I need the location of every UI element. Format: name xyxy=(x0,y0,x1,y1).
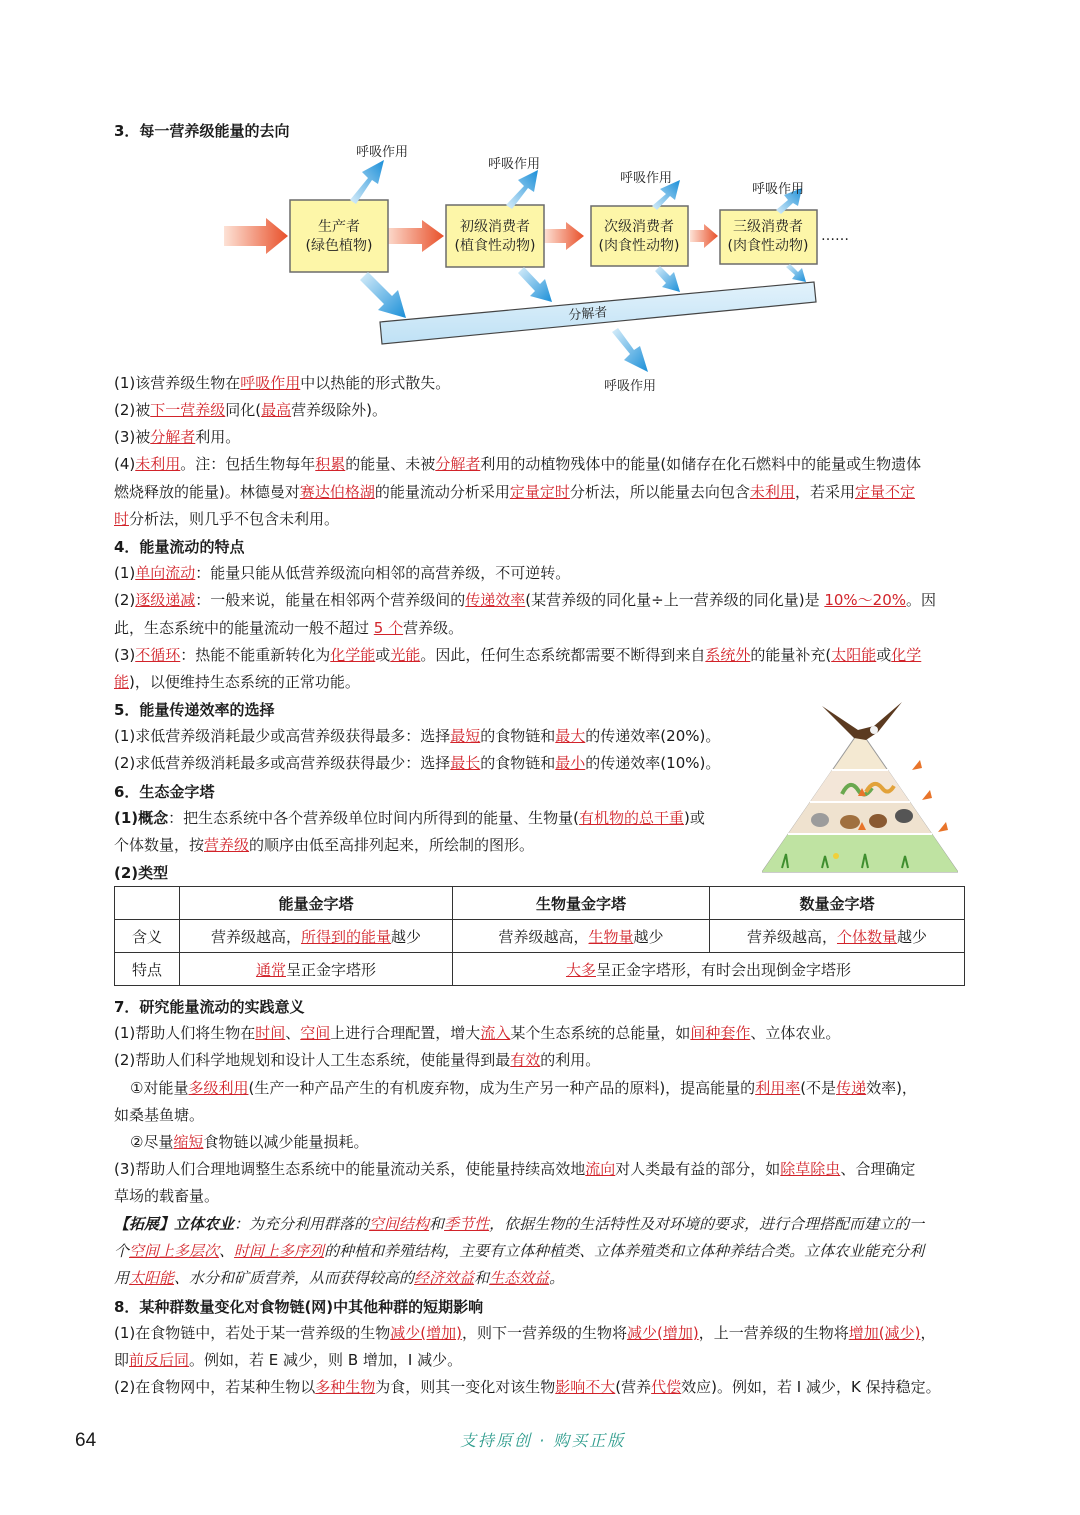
ecological-pyramid-illustration xyxy=(762,696,958,876)
decomposer-label: 分解者 xyxy=(567,305,609,324)
section-4-heading: 4．能量流动的特点 xyxy=(114,538,245,556)
table-header-row: 能量金字塔 生物量金字塔 数量金字塔 xyxy=(115,887,965,920)
s6-concept-b: 个体数量，按营养级的顺序由低至高排列起来，所绘制的图形。 xyxy=(114,836,535,854)
s7-line-5a: (3)帮助人们合理地调整生态系统中的能量流动关系，使能量持续高效地流向对人类最有益的部分，如除草除虫、合理确定 xyxy=(114,1160,916,1178)
s4-line-1: (1)单向流动：能量只能从低营养级流向相邻的高营养级，不可逆转。 xyxy=(114,564,571,582)
s4-line-2b: 此，生态系统中的能量流动一般不超过 5 个营养级。 xyxy=(114,619,464,637)
svg-text:三级消费者: 三级消费者 xyxy=(733,219,803,235)
s7-line-5b: 草场的载畜量。 xyxy=(114,1187,220,1205)
svg-text:(肉食性动物): (肉食性动物) xyxy=(727,238,809,254)
svg-text:(肉食性动物): (肉食性动物) xyxy=(598,238,680,254)
s3-line-3: (3)被分解者利用。 xyxy=(114,428,241,446)
s8-line-2: (2)在食物网中，若某种生物以多种生物为食，则其一变化对该生物影响不大(营养代偿效应)。例如，若 I 减少，K 保持稳定。 xyxy=(114,1378,941,1396)
section-3-heading: 3．每一营养级能量的去向 xyxy=(114,122,290,140)
rabbit-icon xyxy=(811,813,829,827)
s7-ext-c: 用太阳能、水分和矿质营养，从而获得较高的经济效益和生态效益。 xyxy=(114,1269,565,1287)
svg-text:初级消费者: 初级消费者 xyxy=(460,219,530,235)
flow-arrow-1 xyxy=(384,220,444,252)
flow-arrow-2 xyxy=(544,222,584,250)
s7-line-1: (1)帮助人们将生物在时间、空间上进行合理配置，增大流入某个生态系统的总能量，如间种套作、立体农业。 xyxy=(114,1024,841,1042)
svg-text:呼吸作用: 呼吸作用 xyxy=(620,171,673,186)
input-arrow xyxy=(224,218,288,254)
s5-line-2: (2)求低营养级消耗最多或高营养级获得最少：选择最长的食物链和最小的传递效率(10%)。 xyxy=(114,754,721,772)
section-5-heading: 5．能量传递效率的选择 xyxy=(114,701,275,719)
table-row: 含义 营养级越高，所得到的能量越少 营养级越高，生物量越少 营养级越高，个体数量越少 xyxy=(115,920,965,953)
s7-ext-a: 【拓展】立体农业：为充分利用群落的空间结构和季节性，依据生物的生活特性及对环境的要求，进行合理搭配而建立的一 xyxy=(114,1215,925,1233)
ellipsis: …… xyxy=(821,228,849,244)
s7-ext-b: 个空间上多层次、时间上多序列的种植和养殖结构，主要有立体种植类、立体养殖类和立体种养结合类。立体农业能充分利 xyxy=(114,1242,925,1260)
s4-line-3b: 能)，以便维持生态系统的正常功能。 xyxy=(114,673,360,691)
s4-line-2a: (2)逐级递减：一般来说，能量在相邻两个营养级间的传递效率(某营养级的同化量÷上一营养级的同化量)是 10%～20%。因 xyxy=(114,591,937,609)
footer-watermark: 支持原创 · 购买正版 xyxy=(460,1431,626,1450)
s4-line-3a: (3)不循环：热能不能重新转化为化学能或光能。因此，任何生态系统都需要不断得到来自系统外的能量补充(太阳能或化学 xyxy=(114,646,922,664)
section-7-heading: 7．研究能量流动的实践意义 xyxy=(114,998,305,1016)
s3-line-1: (1)该营养级生物在呼吸作用中以热能的形式散失。 xyxy=(114,374,451,392)
svg-text:呼吸作用: 呼吸作用 xyxy=(356,145,409,160)
s3-line-2: (2)被下一营养级同化(最高营养级除外)。 xyxy=(114,401,387,419)
energy-flow-diagram xyxy=(114,0,970,400)
producer-label: 生产者 xyxy=(318,219,360,235)
eagle-icon xyxy=(822,702,902,740)
svg-text:呼吸作用: 呼吸作用 xyxy=(488,157,541,172)
flow-arrow-3 xyxy=(690,224,718,248)
section-8-heading: 8．某种群数量变化对食物链(网)中其他种群的短期影响 xyxy=(114,1298,484,1316)
s8-line-1b: 即前反后同。例如，若 E 减少，则 B 增加，I 减少。 xyxy=(114,1351,463,1369)
s7-line-3a: ①对能量多级利用(生产一种产品产生的有机废弃物，成为生产另一种产品的原料)，提高能量的利用率(不是传递效率)， xyxy=(130,1079,917,1097)
s3-line-4b: 燃烧释放的能量)。林德曼对赛达伯格湖的能量流动分析采用定量定时分析法，所以能量去向包含未利用，若采用定量不定 xyxy=(114,483,915,501)
s7-line-3b: 如桑基鱼塘。 xyxy=(114,1106,205,1124)
s5-line-1: (1)求低营养级消耗最少或高营养级获得最多：选择最短的食物链和最大的传递效率(20%)。 xyxy=(114,727,721,745)
secondary-consumer-box xyxy=(591,206,688,266)
pyramid-table xyxy=(114,886,965,986)
s6-types: (2)类型 xyxy=(114,864,169,882)
s7-line-2: (2)帮助人们科学地规划和设计人工生态系统，使能量得到最有效的利用。 xyxy=(114,1051,601,1069)
primary-consumer-box xyxy=(446,205,544,267)
s6-concept-a: (1)概念：把生态系统中各个营养级单位时间内所得到的能量、生物量(有机物的总干重)或 xyxy=(114,809,705,827)
svg-text:(植食性动物): (植食性动物) xyxy=(454,238,536,254)
section-6-heading: 6．生态金字塔 xyxy=(114,783,215,801)
s8-line-1a: (1)在食物链中，若处于某一营养级的生物减少(增加)，则下一营养级的生物将减少(增加)，上一营养级的生物将增加(减少)， xyxy=(114,1324,936,1342)
s3-line-4a: (4)未利用。注：包括生物每年积累的能量、未被分解者利用的动植物残体中的能量(如储存在化石燃料中的能量或生物遗体 xyxy=(114,455,922,473)
svg-text:呼吸作用: 呼吸作用 xyxy=(752,182,805,197)
svg-text:次级消费者: 次级消费者 xyxy=(604,219,674,235)
page-number: 64 xyxy=(75,1430,97,1451)
svg-text:呼吸作用: 呼吸作用 xyxy=(604,379,657,394)
s7-line-4: ②尽量缩短食物链以减少能量损耗。 xyxy=(130,1133,369,1151)
s3-line-4c: 时分析法，则几乎不包含未利用。 xyxy=(114,510,340,528)
producer-box xyxy=(290,200,388,272)
table-row: 特点 通常呈正金字塔形 大多呈正金字塔形，有时会出现倒金字塔形 xyxy=(115,953,965,986)
producer-sub: (绿色植物) xyxy=(305,238,373,254)
